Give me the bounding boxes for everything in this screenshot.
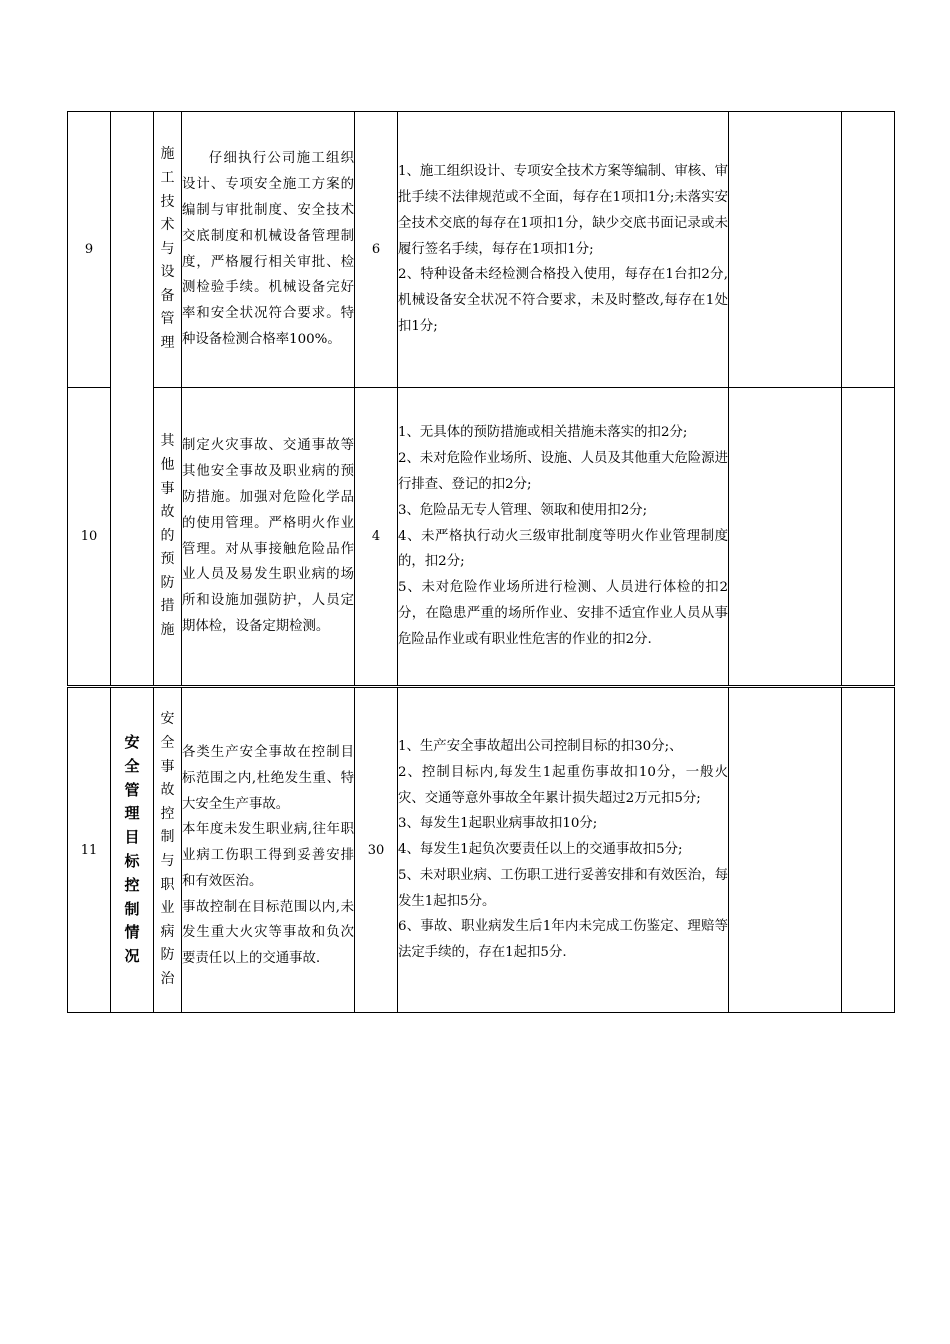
item-name-cell: 安 全 事 故 控 制 与 职 业 病 防 治 xyxy=(154,687,182,1013)
item-name-cell: 其 他 事 故 的 预 防 措 施 xyxy=(154,388,182,687)
deduction-rules: 1、无具体的预防措施或相关措施未落实的扣2分; 2、未对危险作业场所、设施、人员及其他重大危险源进行排查、登记的扣2分; 3、危险品无专人管理、领取和使用扣2分; 4、未严格执行动火三级审批制度等明火作业管理制度的，扣2分; 5、未对危险作业场所进行检测、人员进行体检的扣2分，在隐患严重的场所作业、安排不适宜作业人员从事危险品作业或有职业性危害的作业的扣2分. xyxy=(398,388,729,687)
empty-cell xyxy=(842,112,895,388)
item-name-cell: 施 工 技 术 与 设 备 管 理 xyxy=(154,112,182,388)
empty-cell xyxy=(729,388,842,687)
table-row xyxy=(68,388,895,687)
evaluation-table xyxy=(67,111,895,1013)
score-value: 4 xyxy=(355,388,398,687)
requirement-content: 制定火灾事故、交通事故等其他安全事故及职业病的预防措施。加强对危险化学品的使用管理。严格明火作业管理。对从事接触危险品作业人员及易发生职业病的场所和设施加强防护，人员定期体检，设备定期检测。 xyxy=(182,388,355,687)
row-number: 10 xyxy=(68,388,111,687)
requirement-content: 仔细执行公司施工组织设计、专项安全施工方案的编制与审批制度、安全技术交底制度和机械设备管理制度，严格履行相关审批、检测检验手续。机械设备完好率和安全状况符合要求。特种设备检测合格率100%。 xyxy=(182,112,355,388)
empty-cell xyxy=(842,687,895,1013)
category-cell xyxy=(111,112,154,687)
empty-cell xyxy=(729,687,842,1013)
deduction-rules: 1、施工组织设计、专项安全技术方案等编制、审核、审批手续不法律规范或不全面，每存在1项扣1分;未落实安全技术交底的每存在1项扣1分，缺少交底书面记录或未履行签名手续，每存在1项扣1分; 2、特种设备未经检测合格投入使用，每存在1台扣2分,机械设备安全状况不符合要求，未及时整改,每存在1处扣1分; xyxy=(398,112,729,388)
score-value: 30 xyxy=(355,687,398,1013)
requirement-content: 各类生产安全事故在控制目标范围之内,杜绝发生重、特大安全生产事故。 本年度未发生职业病,往年职业病工伤职工得到妥善安排和有效医治。 事故控制在目标范围以内,未发生重大火灾等事故和负次要责任以上的交通事故. xyxy=(182,687,355,1013)
table-row xyxy=(68,112,895,388)
score-value: 6 xyxy=(355,112,398,388)
table-row xyxy=(68,687,895,1013)
row-number: 11 xyxy=(68,687,111,1013)
empty-cell xyxy=(729,112,842,388)
category-cell: 安 全 管 理 目 标 控 制 情 况 xyxy=(111,687,154,1013)
empty-cell xyxy=(842,388,895,687)
deduction-rules: 1、生产安全事故超出公司控制目标的扣30分;、 2、控制目标内,每发生1起重伤事故扣10分，一般火灾、交通等意外事故全年累计损失超过2万元扣5分; 3、每发生1起职业病事故扣10分; 4、每发生1起负次要责任以上的交通事故扣5分; 5、未对职业病、工伤职工进行妥善安排和有效医治，每发生1起扣5分。 6、事故、职业病发生后1年内未完成工伤鉴定、理赔等法定手续的，存在1起扣5分. xyxy=(398,687,729,1013)
row-number: 9 xyxy=(68,112,111,388)
